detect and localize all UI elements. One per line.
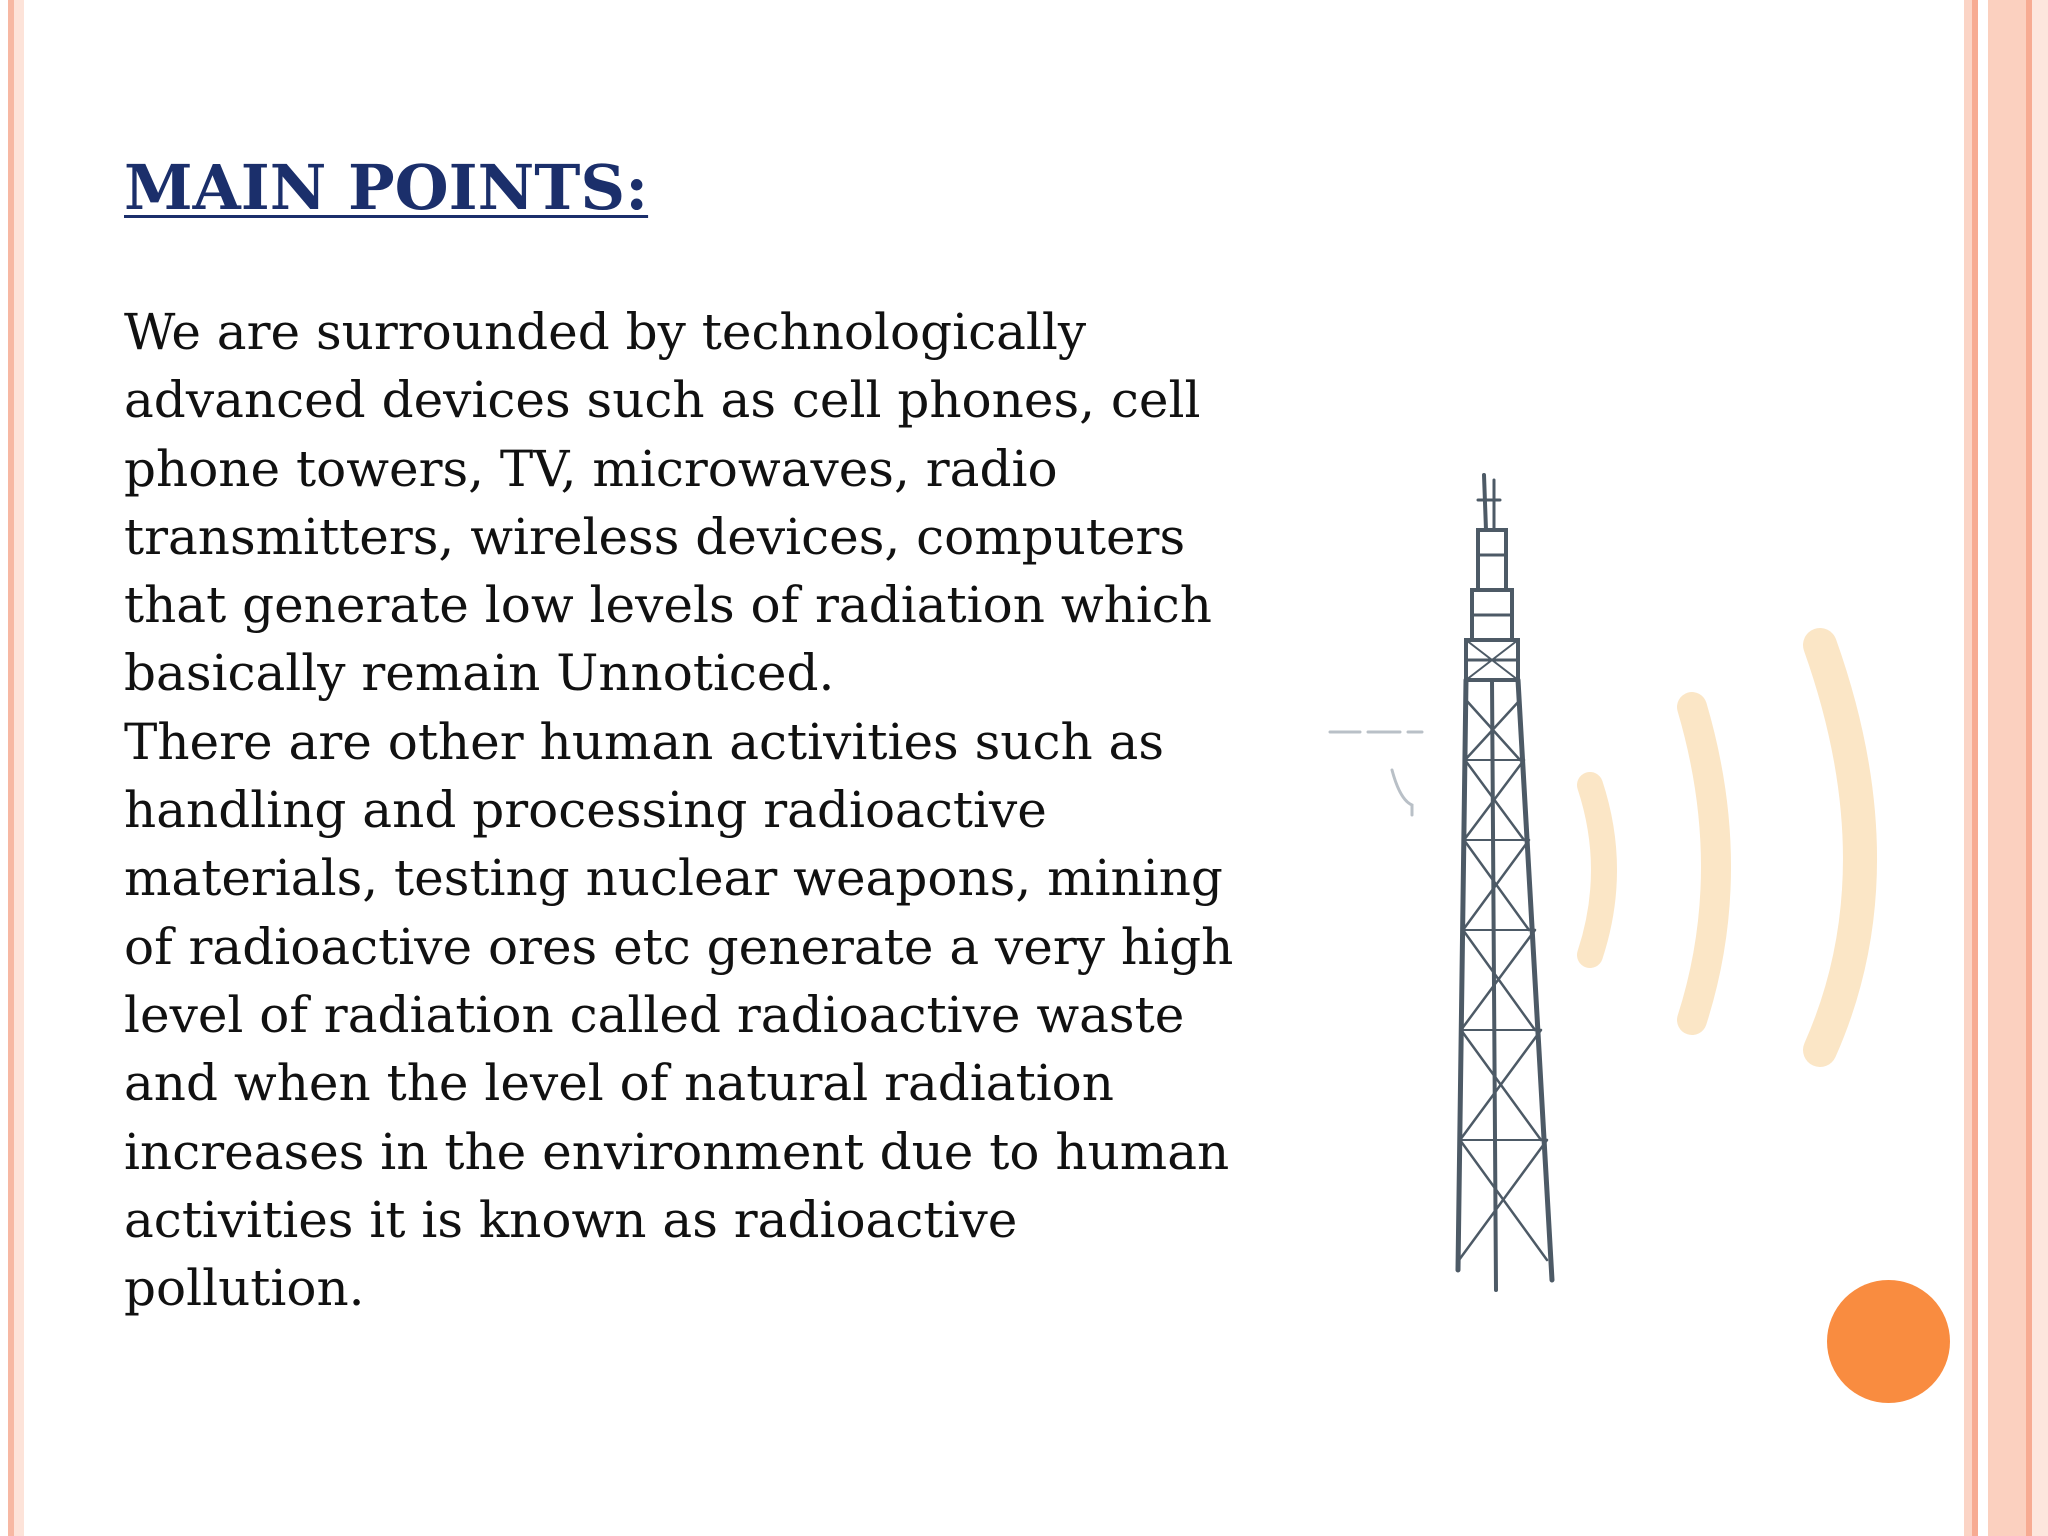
radio-wave-icon — [1820, 645, 1860, 1050]
body-line: that generate low levels of radiation which — [124, 576, 1213, 635]
body-line: phone towers, TV, microwaves, radio — [124, 439, 1058, 498]
slide-title: MAIN POINTS: — [124, 151, 649, 224]
radio-wave-icon — [1692, 707, 1716, 1020]
right-border-decoration — [1964, 0, 2048, 1536]
body-line: We are surrounded by technologically — [124, 303, 1087, 361]
body-line: materials, testing nuclear weapons, mining — [124, 849, 1223, 908]
radio-wave-icon — [1590, 785, 1604, 955]
decorative-circle — [1827, 1280, 1950, 1403]
slide-body-text — [124, 298, 1244, 1322]
body-line: handling and processing radioactive — [124, 781, 1047, 840]
body-line: activities it is known as radioactive — [124, 1190, 1018, 1249]
left-border-decoration — [0, 0, 24, 1536]
body-line: transmitters, wireless devices, computers — [124, 507, 1186, 566]
body-line: pollution. — [124, 1259, 365, 1318]
body-line: level of radiation called radioactive waste — [124, 985, 1185, 1044]
body-line: There are other human activities such as — [124, 712, 1165, 771]
body-line: advanced devices such as cell phones, cell — [124, 371, 1201, 430]
body-line: basically remain Unnoticed. — [124, 644, 835, 703]
body-line: increases in the environment due to human — [124, 1122, 1230, 1181]
cell-tower-icon — [1300, 460, 1920, 1320]
body-line: and when the level of natural radiation — [124, 1054, 1114, 1113]
body-line: of radioactive ores etc generate a very high — [124, 917, 1234, 976]
